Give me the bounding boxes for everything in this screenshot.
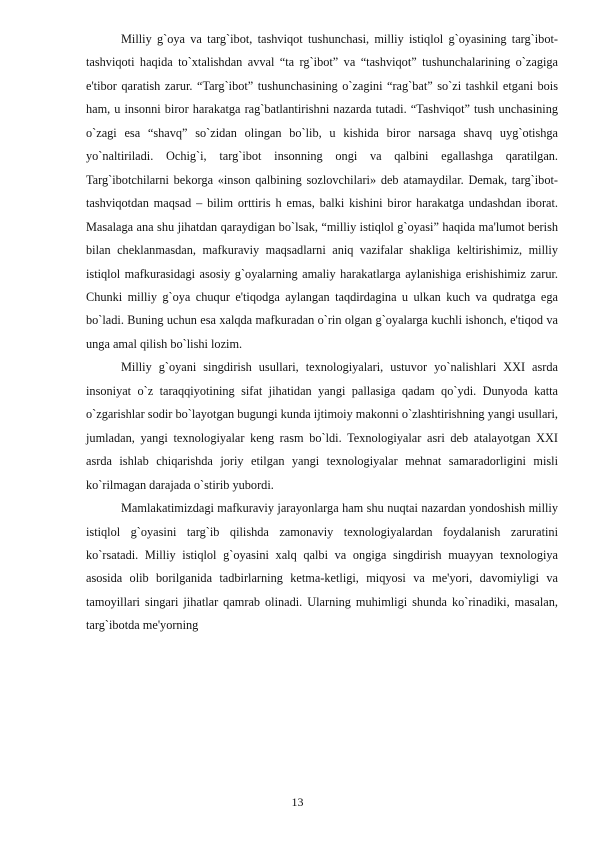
paragraph-3: Mamlakatimizdagi mafkuraviy jarayonlarga ham shu nuqtai nazardan yondoshish milliy istiqlol g`oyasini targ`ib qilishda zamonaviy texnologiyalardan foydalanish zaruratini ko`rsatadi. Milliy istiqlol g`oyasini xalq qalbi va ongiga singdirish muayyan texnologiya asosida olib borilganida tadbirlarning ketma-ketligi, miqyosi va me'yori, davomiyligi va tamoyillari singari jihatlar qamrab olinadi. Ularning muhimligi shunda ko`rinadiki, masalan, targ`ibotda me'yorning	[86, 501, 558, 633]
paragraph-2: Milliy g`oyani singdirish usullari, texnologiyalari, ustuvor yo`nalishlari XXI asrda insoniyat o`z taraqqiyotining sifat jihatidan yangi pallasiga qadam qo`ydi. Dunyoda katta o`zgarishlar sodir bo`layotgan bugungi kunda ijtimoiy makonni o`zlashtirishning yangi usullari, jumladan, yangi texnologiyalar keng rasm bo`ldi. Texnologiyalar asri deb atalayotgan XXI asrda ishlab chiqarishda joriy etilgan yangi texnologiyalar mehnat samaradorligini misli ko`rilmagan darajada o`stirib yubordi.	[86, 360, 558, 492]
document-body	[86, 28, 558, 638]
page-number: 13	[291, 795, 304, 809]
paragraph-1: Milliy g`oya va targ`ibot, tashviqot tushunchasi, milliy istiqlol g`oyasining targ`ibot-tashviqoti haqida to`xtalishdan avval “ta rg`ibot” va “tashviqot” tushunchalarining o`zagiga e'tibor qaratish zarur. “Targ`ibot” tushunchasining o`zagini “rag`bat” so`zi tashkil etgani bois ham, u insonni biror harakatga rag`batlantirishni nazarda tutadi. “Tashviqot” tush unchasining o`zagi esa “shavq” so`zidan olingan bo`lib, u kishida biror narsaga shavq uyg`otishga yo`naltiriladi. Ochig`i, targ`ibot insonning ongi va qalbini egallashga qaratilgan. Targ`ibotchilarni bekorga «inson qalbining sozlovchilari» deb atamaydilar. Demak, targ`ibot-tashviqotdan maqsad – bilim orttiris h emas, balki kishini biror harakatga undashdan iborat. Masalaga ana shu jihatdan qaraydigan bo`lsak, “milliy istiqlol g`oyasi” haqida ma'lumot berish bilan cheklanmasdan, mafkuraviy maqsadlarni aniq vazifalar shakliga keltirishimiz, milliy istiqlol mafkurasidagi asosiy g`oyalarning amaliy harakatlarga aylanishiga erishishimiz zarur. Chunki milliy g`oya chuqur e'tiqodga aylangan taqdirdagina u ulkan kuch va qudratga ega bo`ladi. Buning uchun esa xalqda mafkuradan o`rin olgan g`oyalarga kuchli ishonch, e'tiqod va unga amal qilish bo`lishi lozim.	[86, 32, 558, 351]
